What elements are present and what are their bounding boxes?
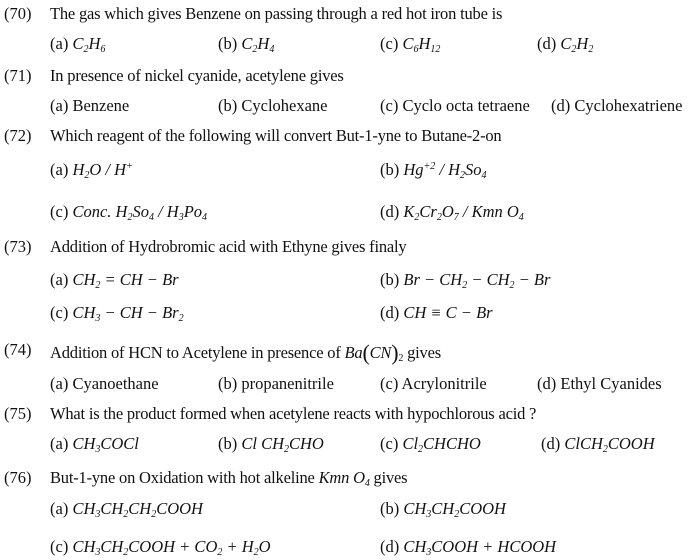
option-a: (a) $CH_2$ = CH − Br [50,270,179,291]
option-a: (a) Benzene [50,96,130,115]
question-text: What is the product formed when acetylene reacts with hypochlorous acid ? [50,404,537,423]
option-b: (b) $CH_3CH_2COOH$ [380,499,506,520]
option-c: (c) Conc. $H_2So_4 / H_3Po_4$ [50,202,208,223]
option-c: (c) $CH_3CH_2COOH + CO_2 + H_2O$ [50,537,271,558]
option-c: (c) Acrylonitrile [380,374,487,393]
option-d: (d) $K_2Cr_2O_7$ / Kmn $O_4$ [380,202,524,223]
option-d: (d) $C_2H_2$ [537,34,594,55]
question-text: Which reagent of the following will convert But-1-yne to Butane-2-on [50,126,502,145]
option-b: (b) $Hg^{+2} / H_2So_4$ [380,160,487,181]
option-c: (c) Cyclo octa tetraene [380,96,530,115]
option-a: (a) $H_2O / H^+$ [50,160,133,181]
option-a: (a) $CH_3COCl$ [50,434,139,455]
question-text: Addition of Hydrobromic acid with Ethyne gives finaly [50,237,407,256]
option-d: (d) CH ≡ C − Br [380,303,493,322]
question-number: (75) [4,404,32,423]
option-c: (c) $C_6H_{12}$ [380,34,441,55]
question-text: In presence of nickel cyanide, acetylene gives [50,66,344,85]
option-a: (a) $C_2H_6$ [50,34,106,55]
option-b: (b) Cyclohexane [218,96,328,115]
question-number: (71) [4,66,32,85]
question-text: Addition of HCN to Acetylene in presence of $Ba(CN)_2$ gives [50,340,441,365]
option-d: (d) ClCH$_2$COOH [541,434,655,455]
question-text: But-1-yne on Oxidation with hot alkeline Kmn $O_4$ gives [50,468,408,489]
option-d: (d) $CH_3COOH$ + HCOOH [380,537,557,558]
question-number: (74) [4,340,32,359]
option-c: (c) $CH_3$ − CH − $Br_2$ [50,303,184,324]
question-text: The gas which gives Benzene on passing through a red hot iron tube is [50,4,503,23]
option-b: (b) $Br - CH_2 - CH_2 - Br$ [380,270,551,291]
option-b: (b) Cl $CH_2CHO$ [218,434,324,455]
option-b: (b) propanenitrile [218,374,334,393]
option-a: (a) Cyanoethane [50,374,159,393]
option-d: (d) Ethyl Cyanides [537,374,662,393]
question-number: (70) [4,4,32,23]
question-number: (73) [4,237,32,256]
question-number: (72) [4,126,32,145]
question-number: (76) [4,468,32,487]
option-c: (c) $Cl_2CHCHO$ [380,434,481,455]
option-a: (a) $CH_3CH_2CH_2COOH$ [50,499,203,520]
option-d: (d) Cyclohexatriene [551,96,683,115]
option-b: (b) $C_2H_4$ [218,34,275,55]
